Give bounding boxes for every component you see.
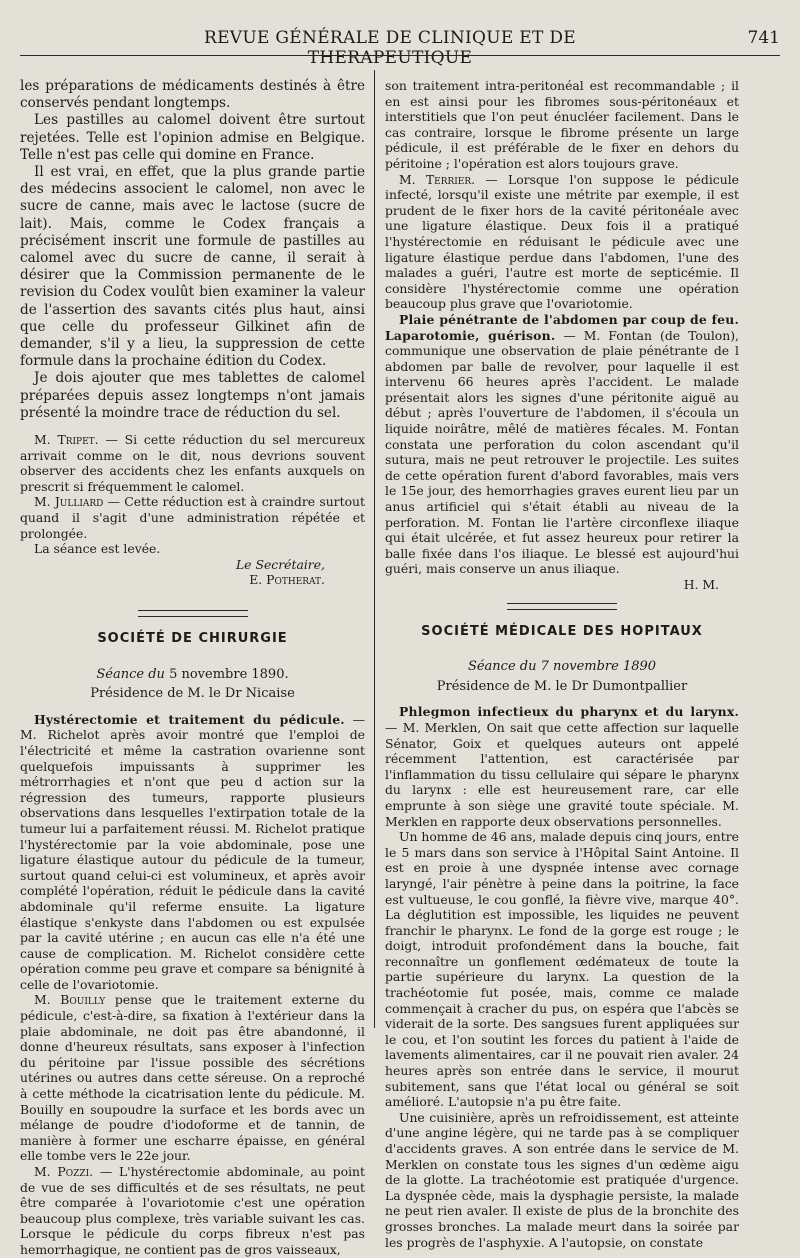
column-divider: [374, 70, 375, 1028]
paragraph: Je dois ajouter que mes tablettes de calomel préparées depuis assez longtemps n'ont jamais présenté la moindre trace de réduction du sel.: [20, 370, 365, 421]
speaker-text: pense que le traitement externe du pédicule, c'est-à-dire, sa fixation à l'extérieur dans la plaie abdominale, ne doit pas être abandonné, il donne d'heureux résultats, sans exposer à l'infection du péritoine par l'issue possible des sécrétions utérines ou autres dans cette séreuse. On a reproché à cette méthode la cicatrisation lente du pédicule. M. Bouilly en soupoudre la surface et les bords avec un mélange de poudre d'iodoforme et de tannin, de manière à former une escharre épaisse, en général elle tombe vers le 22e jour.: [20, 992, 366, 1164]
presidence: Présidence de M. le Dr Dumontpallier: [436, 678, 688, 694]
section-separator: [507, 603, 617, 610]
paragraph-bouilly: [20, 992, 365, 1164]
section-title: SOCIÉTÉ MÉDICALE DES HOPITAUX: [421, 623, 703, 639]
paragraph-terrier: [385, 172, 739, 312]
page-number: 741: [747, 28, 780, 48]
paragraph-phlegmon: [385, 704, 739, 829]
paragraph: Les pastilles au calomel doivent être surtout rejetées. Telle est l'opinion admise en Belgique. Telle n'est pas celle qui domine en France.: [20, 112, 365, 163]
seance-date-value: 7 novembre 1890: [540, 659, 657, 675]
seance-date: [385, 659, 739, 675]
speaker-name: M. Pozzi.: [34, 1164, 94, 1179]
speaker-name: M. Tripet.: [34, 432, 99, 448]
presidence: Présidence de M. le Dr Nicaise: [90, 686, 295, 702]
running-title: REVUE GÉNÉRALE DE CLINIQUE ET DE THERAPEUTIQUE: [204, 28, 576, 68]
paragraph: son traitement intra-peritonéal est recommandable ; il en est ainsi pour les fibromes sous-péritonéaux et interstitiels que l'on peut énucléer facilement. Dans le cas contraire, lorsque le fibrome présente un large pédicule, il est préférable de le fixer en dehors du péritoine ; l'opération est alors toujours grave.: [385, 78, 739, 171]
speaker-text: — L'hystérectomie abdominale, au point de vue de ses difficultés et de ses résultats, ne peut être comparée à l'ovariotomie c'est une opération beaucoup plus complexe, très variable suivant les cas. Lorsque le pédicule du corps fibreux n'est pas hemorrhagique, ne contient pas de gros vaisseaux,: [20, 1164, 365, 1257]
article-title: Hystérectomie et traitement du pédicule.: [34, 711, 345, 727]
paragraph-hysterectomie: [20, 712, 365, 993]
article-text: — M. Richelot après avoir montré que l'emploi de l'électricité et même la castration ovarienne sont quelquefois impuissants à supprimer les métrorrhagies et n'ont que peu d action sur la régression des tumeurs, rapporte plusieurs observations dans lesquelles l'extirpation totale de la tumeur lui a parfaitement réussi. M. Richelot pratique l'hystérectomie par la voie abdominale, pose une ligature élastique autour du pédicule de la tumeur, surtout quand celui-ci est volumineux, et après avoir complété l'opération, réduit le pédicule dans la cavité abdominale qu'il referme ensuite. La ligature élastique s'enkyste dans l'abdomen ou est expulsée par la cavité utérine ; en aucun cas elle n'a été une cause de complication. M. Richelot considère cette opération comme peu grave et compare sa bénignité à celle de l'ovariotomie.: [20, 711, 365, 992]
article-signature: H. M.: [683, 577, 719, 592]
speaker-name: M. Bouilly: [34, 992, 106, 1008]
secretary-name: E. Potherat.: [249, 572, 325, 588]
paragraph-plaie: [385, 312, 739, 577]
seance-date: [20, 667, 365, 683]
article-text: — M. Fontan (de Toulon), communique une observation de plaie pénétrante de l abdomen par balle de revolver, pour laquelle il est intervenu 66 heures après l'accident. Le malade présentait alors les signes d'une péritonite aiguë au début ; après l'ouverture de l'abdomen, il s'écoula un liquide noirâtre, mêlé de matières fécales. M. Fontan constata une perforation du colon ascendant qu'il sutura, mais ne peut retrouver le projectile. Les suites de cette opération furent d'abord favorables, mais vers le 15e jour, des hemorrhagies graves eurent lieu par un anus artificiel qui s'était établi au niveau de la perforation. M. Fontan lie l'artère circonflexe iliaque qui était ulcérée, et fut assez heureux pour retirer la balle fixée dans l'os iliaque. Le blessé est aujourd'hui guéri, mais conserve un anus iliaque.: [385, 327, 739, 577]
speaker-text: — Cette réduction est à craindre surtout quand il s'agit d'une administration répétée et prolongée.: [20, 494, 366, 541]
speaker-text: — Lorsque l'on suppose le pédicule infecté, lorsqu'il existe une métrite par exemple, il est prudent de le fixer hors de la cavité péritonéale avec une ligature élastique. Deux fois il a pratiqué l'hystérectomie en réduisant le pédicule avec une ligature élastique perdue dans l'abdomen, l'une des malades a guéri, l'autre est morte de septicémie. Il considère l'hystérectomie comme une opération beaucoup plus grave que l'ovariotomie.: [385, 171, 739, 312]
section-separator: [138, 610, 248, 617]
speaker-name: M. Julliard: [34, 494, 104, 510]
speaker-name: M. Terrier.: [399, 171, 476, 187]
page-header: [20, 28, 780, 68]
article-text: — M. Merklen, On sait que cette affection sur laquelle Sénator, Goix et quelques auteurs ont appelé récemment l'attention, est caractérisée par l'inflammation du tissu cellulaire qui sépare le pharynx du larynx : elle est heureusement rare, car elle emprunte à son siège une gravité toute spéciale. M. Merklen en rapporte deux observations personnelles.: [385, 719, 739, 829]
paragraph: Un homme de 46 ans, malade depuis cinq jours, entre le 5 mars dans son service à l'Hôpital Saint Antoine. Il est en proie à une dyspnée intense avec cornage laryngé, l'air pénètre à peine dans la poitrine, la face est vultueuse, le cou gonflé, la fièvre vive, marque 40°. La déglutition est impossible, les liquides ne peuvent franchir le pharynx. Le fond de la gorge est rouge ; le doigt, introduit profondément dans la bouche, fait reconnaître un gonflement œdémateux de toute la partie supérieure du larynx. La question de la trachéotomie fut posée, mais, comme ce malade commençait à cracher du pus, on espéra que l'abcès se viderait de la sorte. Des sangsues furent appliquées sur le cou, et l'on soutint les forces du patient à l'aide de lavements alimentaires, car il ne pouvait rien avaler. 24 heures après son entrée dans le service, il mourut subitement, sans que l'état local ou général se soit amélioré. L'autopsie n'a pu être faite.: [385, 829, 739, 1110]
paragraph-pozzi: [20, 1164, 365, 1258]
secretary-label: Le Secrétaire,: [235, 556, 325, 572]
section-title: SOCIÉTÉ DE CHIRURGIE: [97, 631, 288, 646]
seance-label: Séance du: [96, 666, 165, 682]
speaker-text: — Si cette réduction du sel mercureux arrivait comme on le dit, nous devrions souvent observer des accidents chez les enfants auxquels on prescrit si fréquemment le calomel.: [20, 432, 365, 494]
left-column: [20, 78, 365, 1258]
right-column: [385, 78, 739, 1250]
paragraph: Une cuisinière, après un refroidissement, est atteinte d'une angine légère, qui ne tarde pas à se compliquer d'accidents graves. A son entrée dans le service de M. Merklen on constate tous les signes d'un œdème aigu de la glotte. La trachéotomie est pratiquée d'urgence. La dyspnée cède, mais la dysphagie persiste, la malade ne peut rien avaler. Il existe de plus de la bronchite des grosses bronches. La malade meurt dans la soirée par les progrès de l'asphyxie. A l'autopsie, on constate: [385, 1109, 739, 1250]
article-title: Phlegmon infectieux du pharynx et du larynx.: [399, 704, 739, 720]
paragraph-tripet: [20, 432, 365, 494]
seance-date-value: 5 novembre 1890.: [169, 666, 289, 682]
paragraph: Il est vrai, en effet, que la plus grande partie des médecins associent le calomel, non avec le sucre de canne, mais avec le lactose (sucre de lait). Mais, comme le Codex français a précisément inscrit une formule de pastilles au calomel avec du sucre de canne, il serait à désirer que la Commission permanente de le revision du Codex voulût bien examiner la valeur de l'assertion des savants cités plus haut, ainsi que celle du professeur Gilkinet afin de demander, s'il y a lieu, la suppression de cette formule dans la prochaine édition du Codex.: [20, 164, 365, 370]
header-rule: [20, 55, 780, 56]
article-title: Plaie pénétrante de l'abdomen par coup de feu. Laparotomie, guérison.: [385, 311, 739, 343]
paragraph: les préparations de médicaments destinés à être conservés pendant longtemps.: [20, 78, 365, 112]
paragraph-julliard: [20, 494, 365, 541]
seance-label: Séance du: [467, 659, 537, 675]
seance-levee: La séance est levée.: [34, 541, 161, 557]
